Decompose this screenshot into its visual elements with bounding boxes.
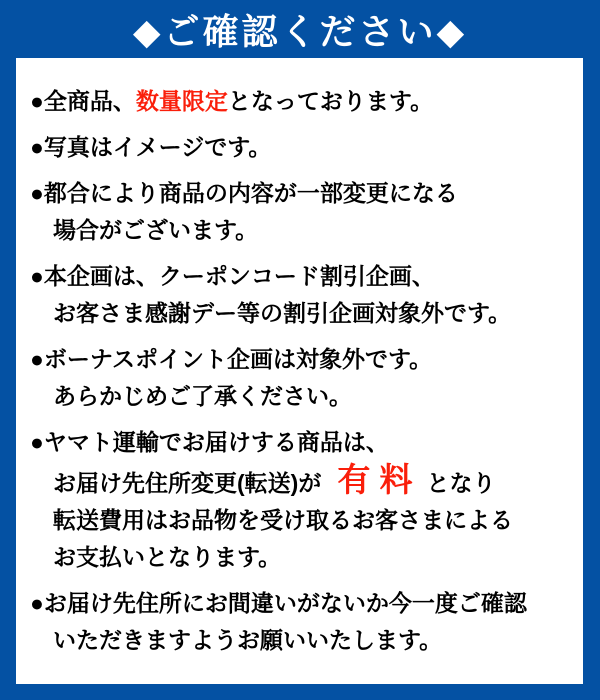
banner-title: ◆ご確認ください◆ (132, 10, 468, 52)
notice-item (30, 175, 575, 249)
banner-header (0, 0, 600, 58)
notice-text: あらかじめご了承ください。 (53, 383, 352, 409)
notice-line (30, 585, 575, 622)
notice-text: ●全商品、 (30, 88, 136, 114)
notice-item (30, 424, 575, 576)
notice-item (30, 341, 575, 415)
notice-text: ●ボーナスポイント企画は対象外です。 (30, 346, 433, 372)
notice-line (30, 129, 575, 166)
notice-item (30, 258, 575, 332)
notice-text: お届け先住所変更(転送)が (53, 470, 322, 496)
notice-item (30, 129, 575, 166)
notice-item (30, 83, 575, 120)
notice-line (30, 461, 575, 502)
notice-text: ●本企画は、クーポンコード割引企画、 (30, 263, 435, 289)
notice-text: いただきますようお願いいたします。 (53, 627, 443, 653)
notice-text: 転送費用はお品物を受け取るお客さまによる (53, 507, 513, 533)
notice-text: お支払いとなります。 (53, 544, 282, 570)
notice-line (30, 341, 575, 378)
notice-line (30, 258, 575, 295)
notice-line (30, 622, 575, 659)
notice-panel (16, 58, 583, 684)
highlight-fee-text: 有 料 (337, 461, 413, 498)
notice-item (30, 585, 575, 659)
notice-line (30, 212, 575, 249)
notice-line (30, 175, 575, 212)
notice-text: ●写真はイメージです。 (30, 134, 272, 160)
notice-line (30, 502, 575, 539)
notice-text: お客さま感謝デー等の割引企画対象外です。 (53, 300, 512, 326)
notice-text: ●ヤマト運輸でお届けする商品は、 (30, 429, 389, 455)
notice-line (30, 378, 575, 415)
notice-text: となり (426, 470, 496, 496)
notice-text: ●お届け先住所にお間違いがないか今一度ご確認 (30, 590, 527, 616)
notice-text: 場合がございます。 (53, 217, 259, 243)
notice-line (30, 295, 575, 332)
notice-line (30, 539, 575, 576)
notice-line (30, 424, 575, 461)
notice-line (30, 83, 575, 120)
notice-text: となっております。 (227, 88, 434, 114)
notice-text: ●都合により商品の内容が一部変更になる (30, 180, 458, 206)
highlight-red-text: 数量限定 (135, 88, 228, 114)
